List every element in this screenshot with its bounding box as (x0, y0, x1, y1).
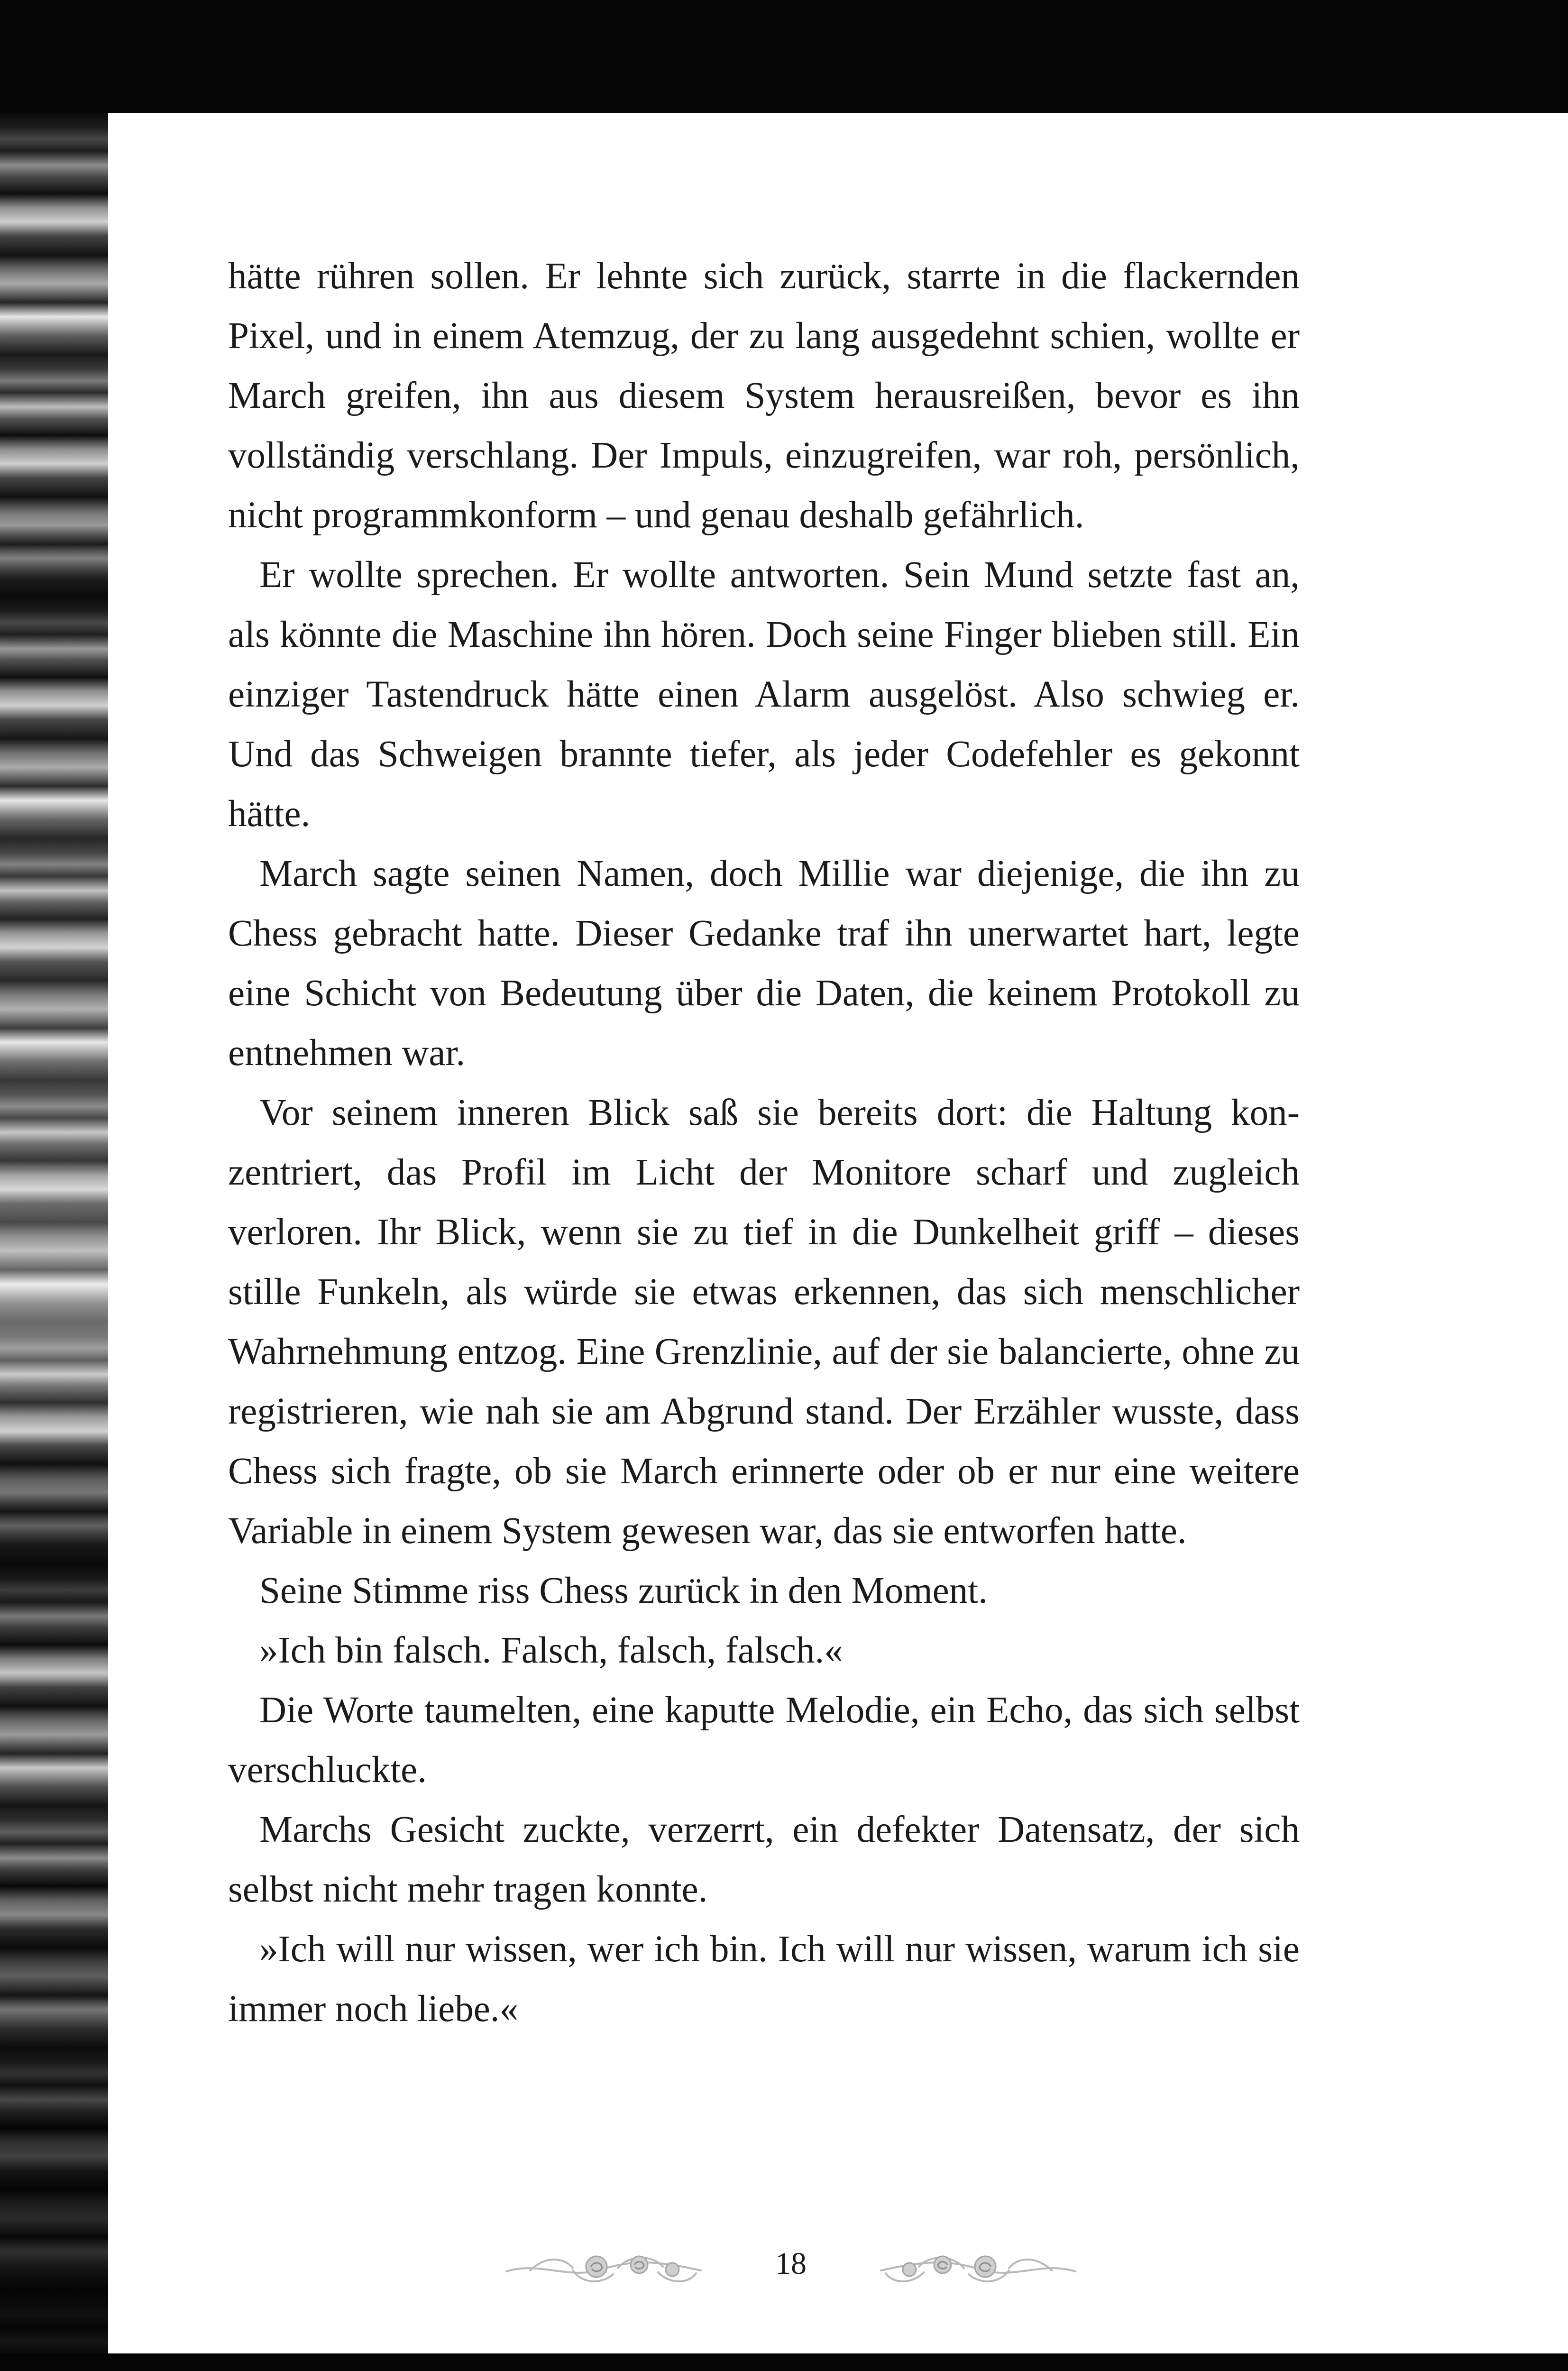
floral-flourish-left-icon (502, 2242, 706, 2294)
paragraph-1: hätte rühren sollen. Er lehnte sich zurück, starrte in die flackernden Pixel, und in einem Atemzug, der zu lang ausgedehnt schien, wollte er March greifen, ihn aus diesem System herausreißen, bevor es ihn vollständig verschlang. Der Impuls, einzugreifen, war roh, persönlich, nicht programmkonform – und genau deshalb gefährlich. (228, 256, 1300, 536)
dialogue-line-1: »Ich bin falsch. Falsch, falsch, falsch.« (259, 1630, 843, 1671)
bottom-frame-bar (0, 2353, 1568, 2371)
dialogue-line-2: »Ich will nur wissen, wer ich bin. Ich will nur wissen, warum ich sie immer noch liebe.« (228, 1929, 1300, 2030)
paragraph-4: Vor seinem inneren Blick saß sie bereits dort: die Haltung konzentriert, das Profil im Licht der Monitore scharf und zugleich verloren. Ihr Blick, wenn sie zu tief in die Dunkelheit griff – dieses stille Funkeln, als würde sie etwas erkennen, das sich menschlicher Wahrnehmung entzog. Eine Grenzlinie, auf der sie balancierte, ohne zu registrieren, wie nah sie am Abgrund stand. Der Erzähler wusste, dass Chess sich fragte, ob sie March erinnerte oder ob er nur eine weitere Variable in einem System gewesen war, das sie entworfen hatte. (228, 1092, 1300, 1552)
floral-flourish-right-icon (876, 2242, 1080, 2294)
glitch-stripe-decoration (0, 113, 108, 2353)
top-frame-bar (0, 0, 1568, 113)
paragraph-5: Seine Stimme riss Chess zurück in den Moment. (259, 1570, 988, 1611)
body-text (228, 247, 1300, 2039)
page-number: 18 (775, 2246, 807, 2281)
page-footer (502, 2233, 1080, 2299)
paragraph-2: Er wollte sprechen. Er wollte antworten. Sein Mund setzte fast an, als könnte die Maschine ihn hören. Doch seine Finger blieben still. Ein einziger Tastendruck hätte einen Alarm ausgelöst. Also schwieg er. Und das Schweigen brannte tiefer, als jeder Codefehler es gekonnt hätte. (228, 554, 1300, 835)
paragraph-6: Die Worte taumelten, eine kaputte Melodie, ein Echo, das sich selbst verschluckte. (228, 1690, 1300, 1791)
book-page (108, 113, 1568, 2353)
paragraph-3: March sagte seinen Namen, doch Millie war diejenige, die ihn zu Chess gebracht hatte. Dieser Gedanke traf ihn unerwartet hart, legte eine Schicht von Bedeutung über die Daten, die keinem Protokoll zu entnehmen war. (228, 853, 1300, 1074)
paragraph-7: Marchs Gesicht zuckte, verzerrt, ein defekter Datensatz, der sich selbst nicht mehr tragen konnte. (228, 1809, 1300, 1910)
